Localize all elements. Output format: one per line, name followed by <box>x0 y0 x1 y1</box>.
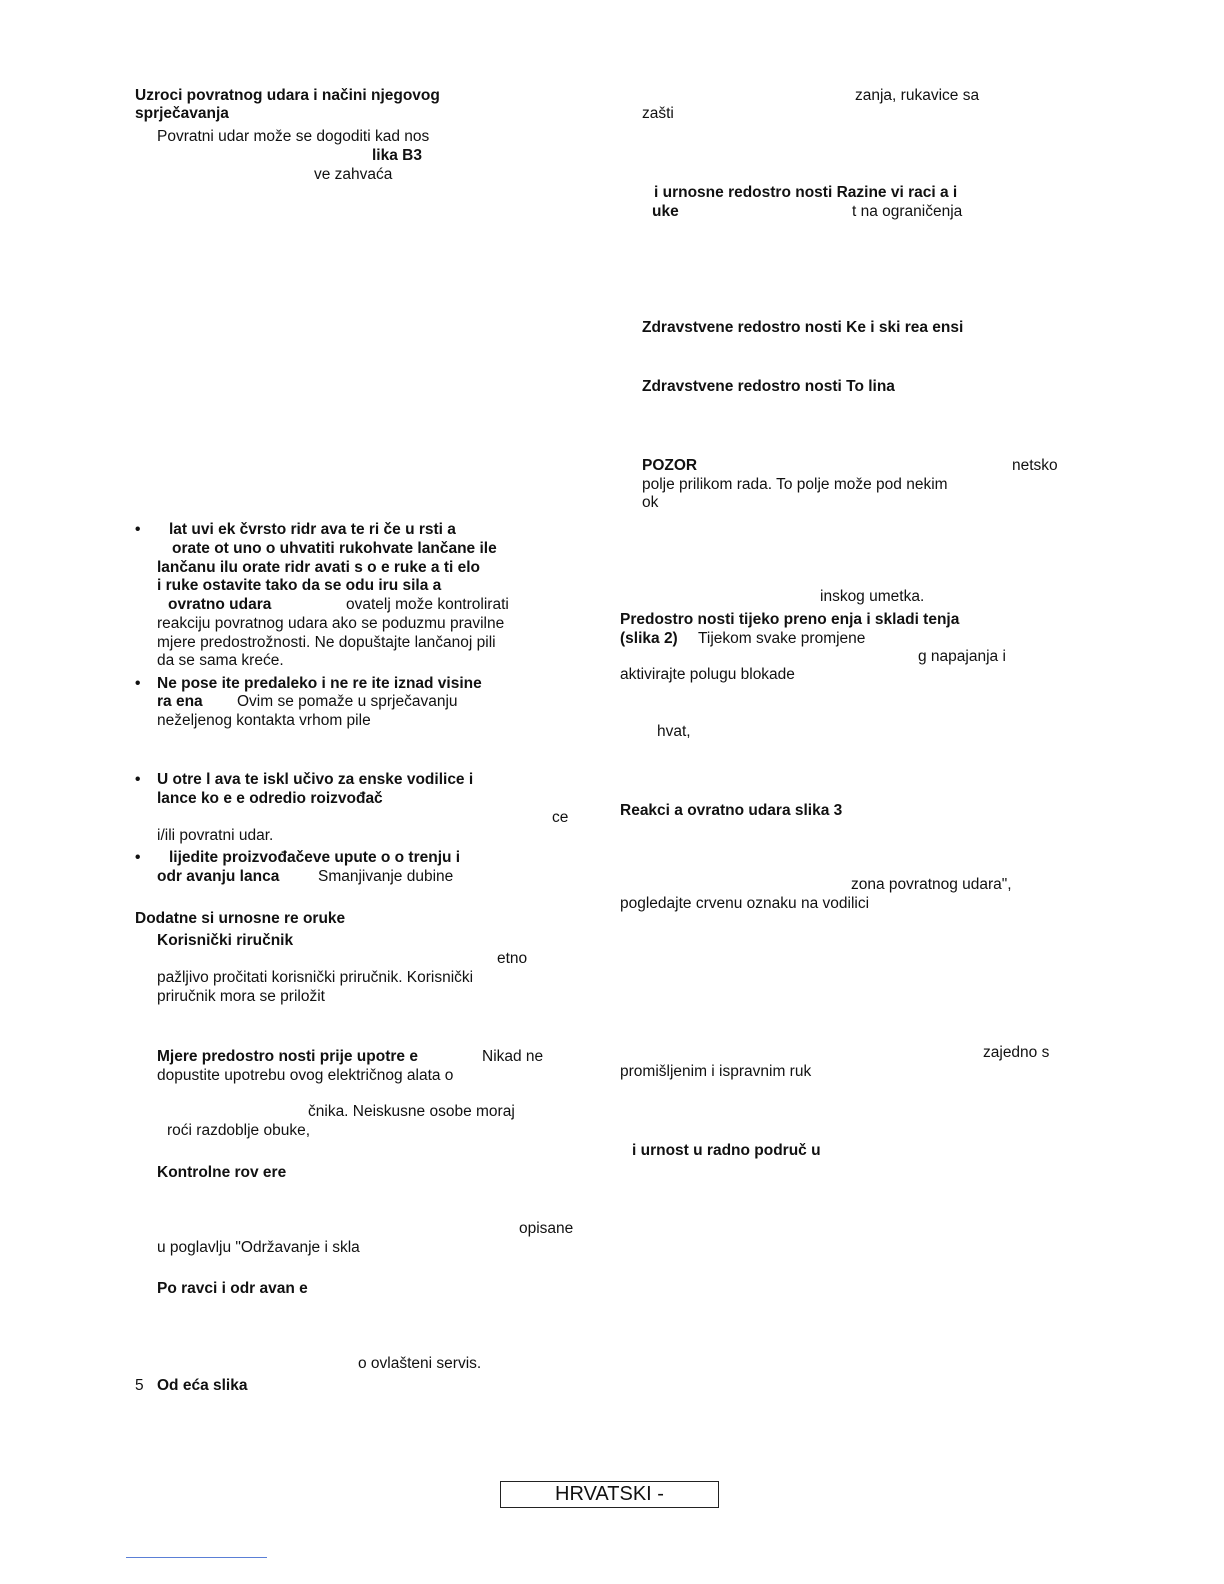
bullet-text: odr avanju lanca <box>157 868 280 885</box>
heading-kickback-causes-cont: sprječavanja <box>135 105 229 122</box>
subheading: Reakci a ovratno udara slika 3 <box>620 802 843 819</box>
bullet-text: Smanjivanje dubine <box>318 868 454 885</box>
bullet-text: mjere predostrožnosti. Ne dopuštajte lančanoj pili <box>157 634 496 651</box>
paragraph-line: dopustite upotrebu ovog električnog alata o <box>157 1067 454 1084</box>
subheading: Korisnički riručnik <box>157 932 294 949</box>
bullet-icon: • <box>135 521 141 538</box>
paragraph-line: roći razdoblje obuke, <box>167 1122 311 1139</box>
subheading: Zdravstvene redostro nosti Ke i ski rea ensi <box>642 319 964 336</box>
bullet-text: orate ot uno o uhvatiti rukohvate lančane ile <box>172 540 497 557</box>
subheading: Po ravci i odr avan e <box>157 1280 308 1297</box>
subheading: Mjere predostro nosti prije upotre e <box>157 1048 418 1065</box>
subheading: Od eća slika <box>157 1377 248 1394</box>
paragraph-line: zanja, rukavice sa <box>855 87 980 104</box>
subheading: Zdravstvene redostro nosti To lina <box>642 378 895 395</box>
section-heading: Dodatne si urnosne re oruke <box>135 910 346 927</box>
figure-reference: lika B3 <box>372 147 422 164</box>
paragraph-line: ve zahvaća <box>314 166 393 183</box>
bullet-text: U otre l ava te iskl učivo za enske vodilice i <box>157 771 474 788</box>
bullet-text: da se sama kreće. <box>157 652 284 669</box>
paragraph-line: etno <box>497 950 528 967</box>
paragraph-line: zajedno s <box>983 1044 1050 1061</box>
bullet-icon: • <box>135 675 141 692</box>
bullet-text: ra ena <box>157 693 203 710</box>
subheading: Predostro nosti tijeko preno enja i skladi tenja <box>620 611 960 628</box>
footer-language-label: HRVATSKI - <box>555 1483 664 1505</box>
paragraph-line: Nikad ne <box>482 1048 544 1065</box>
bullet-text: ovratno udara <box>168 596 272 613</box>
warning-label: POZOR <box>642 457 698 474</box>
paragraph-line: inskog umetka. <box>820 588 925 605</box>
paragraph-line: polje prilikom rada. To polje može pod nekim <box>642 476 948 493</box>
bullet-text: ce <box>552 809 569 826</box>
paragraph-line: priručnik mora se priložit <box>157 988 325 1005</box>
paragraph-line: g napajanja i <box>918 648 1006 665</box>
bullet-text: Ovim se pomaže u sprječavanju <box>237 693 458 710</box>
subheading: (slika 2) <box>620 630 678 647</box>
paragraph-line: hvat, <box>657 723 691 740</box>
paragraph-line: Tijekom svake promjene <box>698 630 866 647</box>
paragraph-line: zona povratnog udara", <box>851 876 1012 893</box>
subheading: i urnost u radno područ u <box>632 1142 821 1159</box>
bullet-text: i ruke ostavite tako da se odu iru sila a <box>157 577 442 594</box>
bullet-text: neželjenog kontakta vrhom pile <box>157 712 371 729</box>
paragraph-line: zašti <box>642 105 674 122</box>
paragraph-line: u poglavlju "Održavanje i skla <box>157 1239 360 1256</box>
paragraph-line: opisane <box>519 1220 574 1237</box>
paragraph-line: Povratni udar može se dogoditi kad nos <box>157 128 430 145</box>
paragraph-line: čnika. Neiskusne osobe moraj <box>308 1103 515 1120</box>
bullet-text: reakciju povratnog udara ako se poduzmu pravilne <box>157 615 505 632</box>
bullet-text: i/ili povratni udar. <box>157 827 274 844</box>
bullet-text: ovatelj može kontrolirati <box>346 596 509 613</box>
subheading: uke <box>652 203 679 220</box>
paragraph-line: aktivirajte polugu blokade <box>620 666 795 683</box>
bullet-text: Ne pose ite predaleko i ne re ite iznad visine <box>157 675 482 692</box>
bullet-icon: • <box>135 771 141 788</box>
subheading: Kontrolne rov ere <box>157 1164 287 1181</box>
bullet-text: lančanu ilu orate ridr avati s o e ruke a ti elo <box>157 559 481 576</box>
paragraph-line: pogledajte crvenu oznaku na vodilici <box>620 895 870 912</box>
list-number: 5 <box>135 1377 144 1394</box>
paragraph-line: o ovlašteni servis. <box>358 1355 482 1372</box>
bullet-text: lijedite proizvođačeve upute o o trenju i <box>169 849 461 866</box>
bullet-text: lance ko e e odredio roizvođač <box>157 790 383 807</box>
bullet-text: lat uvi ek čvrsto ridr ava te ri če u rsti a <box>169 521 456 538</box>
heading-kickback-causes: Uzroci povratnog udara i načini njegovog <box>135 87 440 104</box>
paragraph-line: t na ograničenja <box>852 203 963 220</box>
footer-divider <box>126 1557 267 1558</box>
paragraph-line: netsko <box>1012 457 1058 474</box>
paragraph-line: pažljivo pročitati korisnički priručnik. Korisnički <box>157 969 474 986</box>
paragraph-line: promišljenim i ispravnim ruk <box>620 1063 812 1080</box>
subheading: i urnosne redostro nosti Razine vi raci a i <box>654 184 958 201</box>
page-footer-language <box>500 1481 719 1508</box>
bullet-icon: • <box>135 849 141 866</box>
paragraph-line: ok <box>642 494 659 511</box>
